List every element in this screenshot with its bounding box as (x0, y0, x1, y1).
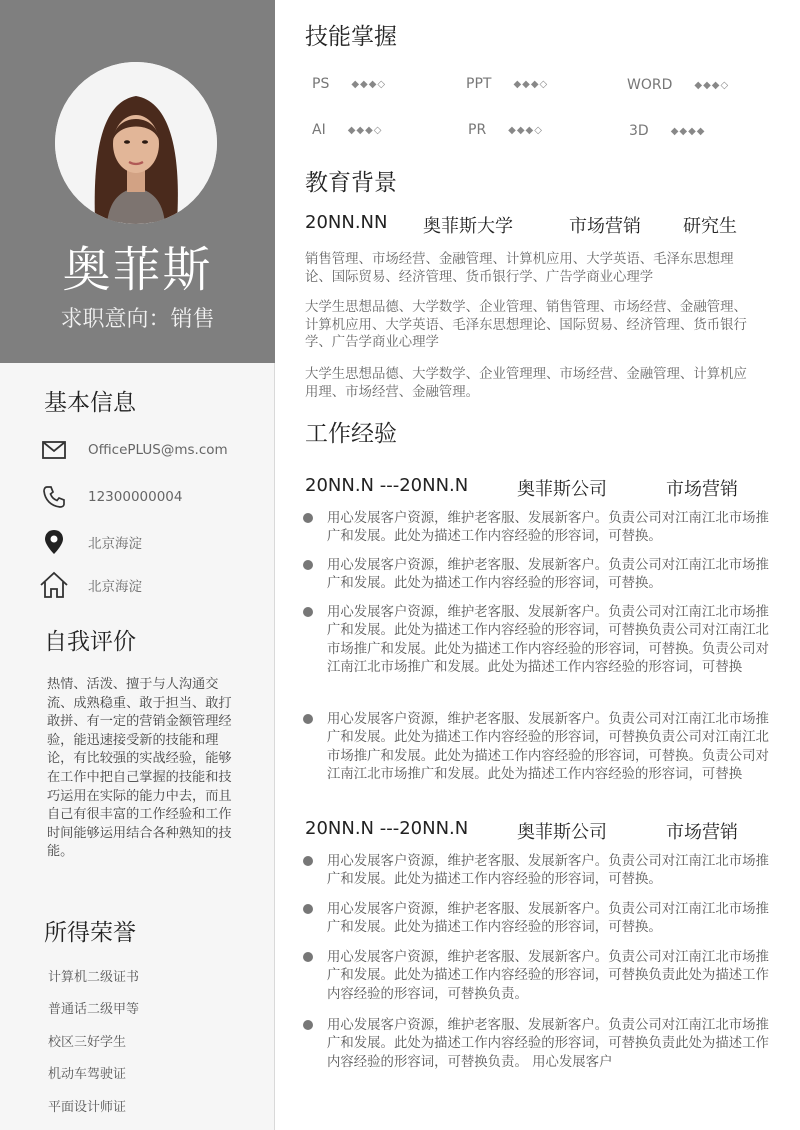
bullet-text: 用心发展客户资源，维护老客服、发展新客户。负责公司对江南江北市场推广和发展。此处为描述工作内容经验的形容词，可替换。 (327, 854, 769, 888)
skill-level: ◆◆◆◆ (670, 125, 706, 137)
bullet-text: 用心发展客户资源，维护老客服、发展新客户。负责公司对江南江北市场推广和发展。此处为描述工作内容经验的形容词，可替换负责公司对江南江北市场推广和发展。此处为描述工作内容经验的形容词，可替换。负责公司对江南江北市场推广和发展。此处为描述工作内容经验的形容词，可替换 (327, 712, 769, 783)
job-bullet (303, 901, 773, 938)
edu-date: 20NN.NN (305, 212, 388, 233)
honors-title: 所得荣誉 (44, 920, 136, 946)
job-date: 20NN.N ---20NN.N (305, 475, 469, 496)
edu-courses: 大学生思想品德、大学数学、企业管理、销售管理、市场经营、金融管理、计算机应用、大学英语、毛泽东思想理论、国际贸易、经济管理、货币银行学、广告学商业心理学 (305, 300, 747, 350)
skill-level: ◆◆◆◇ (513, 78, 549, 90)
job-role: 市场营销 (666, 479, 738, 500)
phone-row (38, 480, 268, 514)
candidate-name: 奥菲斯 (62, 242, 213, 298)
profile-header (0, 0, 275, 363)
job-bullet (303, 604, 773, 678)
bullet-dot (303, 952, 313, 962)
location-row (38, 525, 268, 559)
education-title: 教育背景 (305, 170, 397, 196)
address-row (38, 568, 268, 602)
work-title: 工作经验 (305, 421, 397, 447)
bullet-dot (303, 856, 313, 866)
self-eval-text: 热情、活泼、擅于与人沟通交流、成熟稳重、敢于担当、敢打敢拼、有一定的营销金额管理经验，能迅速接受新的技能和理论，有比较强的实战经验，能够在工作中把自己掌握的技能和技巧运用在实际的能力中去，而且自己有很丰富的工作经验和工作时间能够运用结合各种熟知的技能。 (47, 677, 232, 860)
job-bullet (303, 557, 773, 594)
job-header (305, 818, 775, 846)
honor-item: 平面设计师证 (48, 1100, 127, 1115)
bullet-dot (303, 607, 313, 617)
honor-item: 机动车驾驶证 (48, 1067, 127, 1082)
edu-school: 奥菲斯大学 (423, 216, 513, 237)
skill-name: PR (468, 122, 487, 138)
email-row (38, 433, 268, 467)
map-pin-icon (38, 526, 70, 558)
skill-name: AI (312, 122, 326, 138)
honor-item: 校区三好学生 (48, 1035, 127, 1050)
skill-level: ◆◆◆◇ (347, 124, 383, 136)
skill-3d (629, 123, 705, 139)
bullet-text: 用心发展客户资源，维护老客服、发展新客户。负责公司对江南江北市场推广和发展。此处为描述工作内容经验的形容词，可替换负责此处为描述工作内容经验的形容词，可替换负责。 (327, 950, 769, 1002)
honor-item: 普通话二级甲等 (48, 1002, 140, 1017)
skill-level: ◆◆◆◇ (694, 79, 730, 91)
education-header (305, 212, 775, 240)
job-bullet (303, 949, 773, 1004)
skill-pr (468, 122, 543, 138)
avatar-photo (55, 62, 217, 224)
phone-text: 12300000004 (88, 489, 183, 505)
bullet-dot (303, 904, 313, 914)
skill-name: 3D (629, 123, 649, 139)
bullet-dot (303, 513, 313, 523)
job-bullet (303, 510, 773, 547)
edu-courses: 大学生思想品德、大学数学、企业管理理、市场经营、金融管理、计算机应用理、市场经营、金融管理。 (305, 367, 747, 400)
skill-level: ◆◆◆◇ (351, 78, 387, 90)
job-bullet (303, 1017, 773, 1072)
skill-word (627, 77, 729, 93)
honor-item: 计算机二级证书 (48, 970, 140, 985)
job-date: 20NN.N ---20NN.N (305, 818, 469, 839)
bullet-text: 用心发展客户资源，维护老客服、发展新客户。负责公司对江南江北市场推广和发展。此处为描述工作内容经验的形容词，可替换。 (327, 511, 769, 545)
skill-ps (312, 76, 386, 92)
job-header (305, 475, 775, 503)
location-text: 北京海淀 (88, 536, 142, 552)
address-text: 北京海淀 (88, 579, 142, 595)
skill-name: PPT (466, 76, 492, 92)
job-company: 奥菲斯公司 (517, 479, 607, 500)
bullet-text: 用心发展客户资源，维护老客服、发展新客户。负责公司对江南江北市场推广和发展。此处为描述工作内容经验的形容词，可替换。 (327, 902, 769, 936)
bullet-text: 用心发展客户资源，维护老客服、发展新客户。负责公司对江南江北市场推广和发展。此处为描述工作内容经验的形容词，可替换。 (327, 558, 769, 592)
skill-ppt (466, 76, 548, 92)
skill-name: PS (312, 76, 330, 92)
mail-icon (38, 434, 70, 466)
skill-ai (312, 122, 382, 138)
avatar (55, 62, 217, 224)
self-eval-title: 自我评价 (44, 629, 136, 655)
skill-name: WORD (627, 77, 673, 93)
skill-level: ◆◆◆◇ (508, 124, 543, 136)
job-company: 奥菲斯公司 (517, 822, 607, 843)
email-text: OfficePLUS@ms.com (88, 442, 228, 458)
phone-icon (38, 481, 70, 513)
skills-title: 技能掌握 (305, 24, 397, 50)
basic-info-title: 基本信息 (44, 390, 136, 416)
job-bullet (303, 711, 773, 785)
edu-courses: 销售管理、市场经营、金融管理、计算机应用、大学英语、毛泽东思想理论、国际贸易、经济管理、货币银行学、广告学商业心理学 (305, 252, 734, 285)
bullet-dot (303, 560, 313, 570)
job-role: 市场营销 (666, 822, 738, 843)
home-icon (38, 569, 70, 601)
edu-degree: 研究生 (683, 216, 737, 237)
bullet-text: 用心发展客户资源，维护老客服、发展新客户。负责公司对江南江北市场推广和发展。此处为描述工作内容经验的形容词，可替换负责公司对江南江北市场推广和发展。此处为描述工作内容经验的形容词，可替换。负责公司对江南江北市场推广和发展。此处为描述工作内容经验的形容词，可替换 (327, 605, 769, 676)
bullet-dot (303, 1020, 313, 1030)
edu-major: 市场营销 (569, 216, 641, 237)
job-intent: 求职意向：销售 (60, 307, 215, 332)
bullet-dot (303, 714, 313, 724)
left-column (0, 0, 275, 1130)
bullet-text: 用心发展客户资源，维护老客服、发展新客户。负责公司对江南江北市场推广和发展。此处为描述工作内容经验的形容词，可替换负责此处为描述工作内容经验的形容词，可替换负责。 用心发展客户 (327, 1018, 769, 1070)
job-bullet (303, 853, 773, 890)
